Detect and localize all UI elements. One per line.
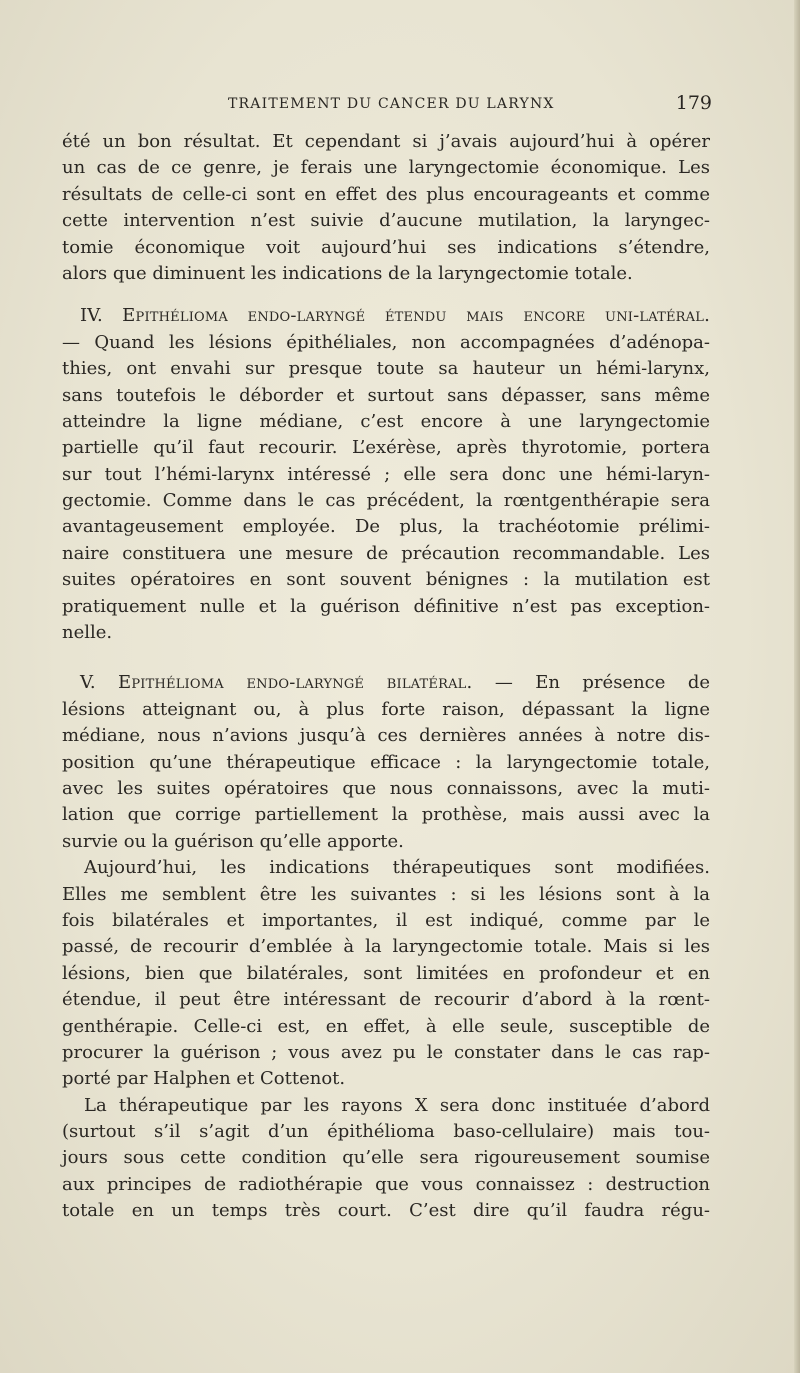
text-line: tomie économique voit aujourd’hui ses indications s’étendre, [62,236,710,258]
text-line: sans toutefois le déborder et surtout sans dépasser, sans même [62,384,710,406]
text-line: Aujourd’hui, les indications thérapeutiques sont modifiées. [84,857,710,879]
text-line: étendue, il peut être intéressant de recourir d’abord à la rœnt- [62,989,710,1011]
text-line: jours sous cette condition qu’elle sera rigoureusement soumise [62,1147,710,1169]
text-line: — Quand les lésions épithéliales, non accompagnées d’adénopa- [62,331,710,353]
text-fragment: — En présence de [494,672,710,694]
text-line: médiane, nous n’avions jusqu’à ces dernières années à notre dis- [62,725,710,747]
paragraph-indications [62,855,710,1093]
page-header [62,92,712,118]
body-text [62,129,710,1225]
text-line: genthérapie. Celle-ci est, en effet, à elle seule, susceptible de [62,1015,710,1037]
text-line: un cas de ce genre, je ferais une laryngectomie économique. Les [62,157,710,179]
text-line: avec les suites opératoires que nous connaissons, avec la muti- [62,777,710,799]
paragraph-rayons-x [62,1093,710,1225]
text-line: porté par Halphen et Cottenot. [62,1068,346,1090]
page-edge [794,0,800,1373]
paragraph-laryngectomie-economique [62,129,710,287]
text-line: procurer la guérison ; vous avez pu le constater dans le cas rap- [62,1041,710,1063]
text-line: cette intervention n’est suivie d’aucune mutilation, la laryngec- [62,210,710,232]
text-line: Elles me semblent être les suivantes : si les lésions sont à la [62,883,710,905]
text-line: été un bon résultat. Et cependant si j’avais aujourd’hui à opérer [62,131,710,152]
text-line: survie ou la guérison qu’elle apporte. [62,830,404,852]
text-line: lésions, bien que bilatérales, sont limitées en profondeur et en [62,962,710,984]
page-number: 179 [675,92,712,114]
section-title: Epithélioma endo-laryngé bilatéral. [118,672,473,694]
section-number: IV. [80,305,103,327]
text-line: pratiquement nulle et la guérison définitive n’est pas exception- [62,595,710,617]
text-line: lation que corrige partiellement la prothèse, mais aussi avec la [62,804,710,826]
text-line: position qu’une thérapeutique efficace : la laryngectomie totale, [62,751,710,773]
text-line: totale en un temps très court. C’est dire qu’il faudra régu- [62,1200,710,1222]
text-line: naire constituera une mesure de précaution recommandable. Les [62,542,710,564]
text-line: suites opératoires en sont souvent bénignes : la mutilation est [62,569,710,591]
text-line: nelle. [62,622,113,644]
running-head: TRAITEMENT DU CANCER DU LARYNX [228,96,555,112]
section-v [62,662,710,855]
text-line: alors que diminuent les indications de la laryngectomie totale. [62,262,633,284]
section-heading [62,670,710,696]
text-line: fois bilatérales et importantes, il est indiqué, comme par le [62,909,710,931]
text-line: lésions atteignant ou, à plus forte raison, dépassant la ligne [62,698,710,720]
text-line: gectomie. Comme dans le cas précédent, la rœntgenthérapie sera [62,490,710,512]
text-line: passé, de recourir d’emblée à la laryngectomie totale. Mais si les [62,936,710,958]
text-line: thies, ont envahi sur presque toute sa hauteur un hémi-larynx, [62,358,710,380]
text-line: aux principes de radiothérapie que vous connaissez : destruction [62,1173,710,1195]
text-line: sur tout l’hémi-larynx intéressé ; elle sera donc une hémi-laryn- [62,463,710,485]
text-line: avantageusement employée. De plus, la trachéotomie prélimi- [62,516,710,538]
text-line: résultats de celle-ci sont en effet des plus encourageants et comme [62,183,710,205]
section-number: V. [80,672,96,694]
section-heading [62,303,710,329]
text-line: (surtout s’il s’agit d’un épithélioma baso-cellulaire) mais tou- [62,1121,710,1143]
section-iv [62,303,710,646]
text-line: atteindre la ligne médiane, c’est encore à une laryngectomie [62,410,710,432]
section-title: Epithélioma endo-laryngé étendu mais encore uni-latéral. [122,305,710,327]
text-line: La thérapeutique par les rayons X sera donc instituée d’abord [84,1094,710,1116]
text-line: partielle qu’il faut recourir. L’exérèse, après thyrotomie, portera [62,437,710,459]
